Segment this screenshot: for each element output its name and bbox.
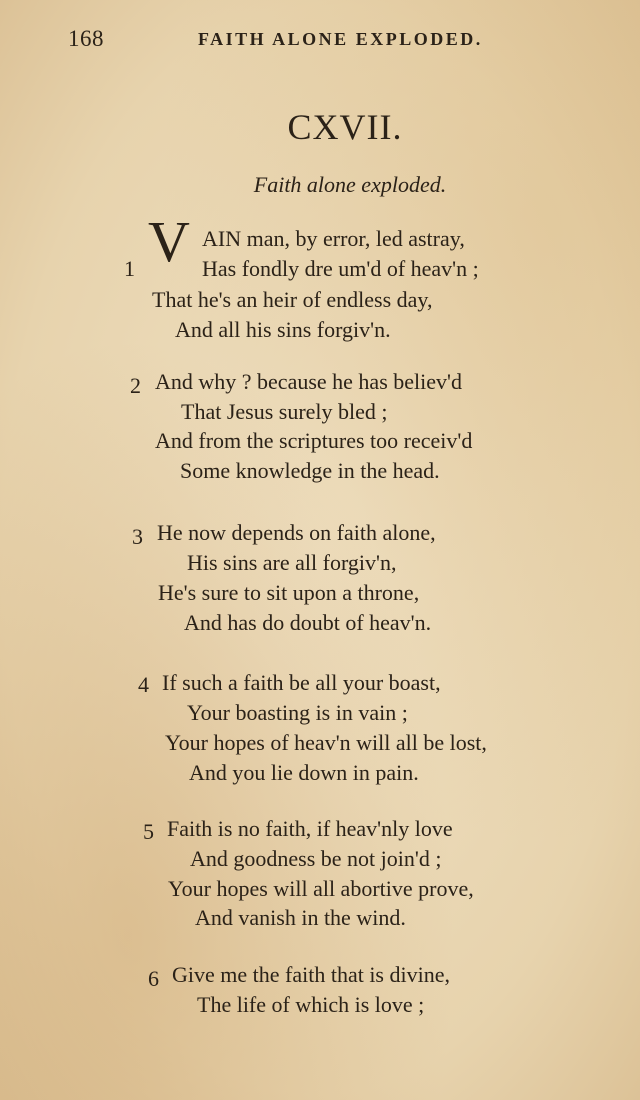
page-header	[0, 26, 640, 56]
drop-cap: V	[148, 209, 190, 274]
verse-line: He now depends on faith alone,	[157, 520, 436, 545]
verse-line: Some knowledge in the head.	[180, 458, 440, 483]
verse-line: That Jesus surely bled ;	[181, 399, 388, 424]
verse-line: Your boasting is in vain ;	[187, 700, 408, 725]
verse-line: And vanish in the wind.	[195, 905, 406, 930]
stanza-number: 3	[132, 524, 143, 549]
verse-line: Faith is no faith, if heav'nly love	[167, 816, 453, 841]
stanza-number: 2	[130, 373, 141, 398]
verse-line: And why ? because he has believ'd	[155, 369, 462, 394]
verse-line: And has do doubt of heav'n.	[184, 610, 432, 635]
stanza-number: 5	[143, 819, 154, 844]
verse-line: AIN man, by error, led astray,	[202, 226, 465, 251]
stanza-number: 1	[124, 256, 135, 281]
hymn-number: CXVII.	[287, 107, 403, 147]
verse-line: Your hopes of heav'n will all be lost,	[165, 730, 487, 755]
stanza-number: 4	[138, 672, 149, 697]
verse-line: His sins are all forgiv'n,	[187, 550, 397, 575]
running-head: FAITH ALONE EXPLODED.	[198, 29, 483, 49]
verse-line: If such a faith be all your boast,	[162, 670, 441, 695]
verse-line: And all his sins forgiv'n.	[175, 317, 391, 342]
page-number: 168	[68, 26, 104, 51]
verse-line: That he's an heir of endless day,	[152, 287, 433, 312]
verse-line: The life of which is love ;	[197, 992, 425, 1017]
verse-line: And from the scriptures too receiv'd	[155, 428, 473, 453]
verse-line: He's sure to sit upon a throne,	[158, 580, 420, 605]
verse-line: Give me the faith that is divine,	[172, 962, 450, 987]
hymn-title: Faith alone exploded.	[253, 172, 447, 197]
verse-line: And you lie down in pain.	[189, 760, 419, 785]
stanza-number: 6	[148, 966, 159, 991]
verse-line: Your hopes will all abortive prove,	[168, 876, 474, 901]
verse-line: Has fondly dre um'd of heav'n ;	[202, 256, 479, 281]
verse-line: And goodness be not join'd ;	[190, 846, 442, 871]
